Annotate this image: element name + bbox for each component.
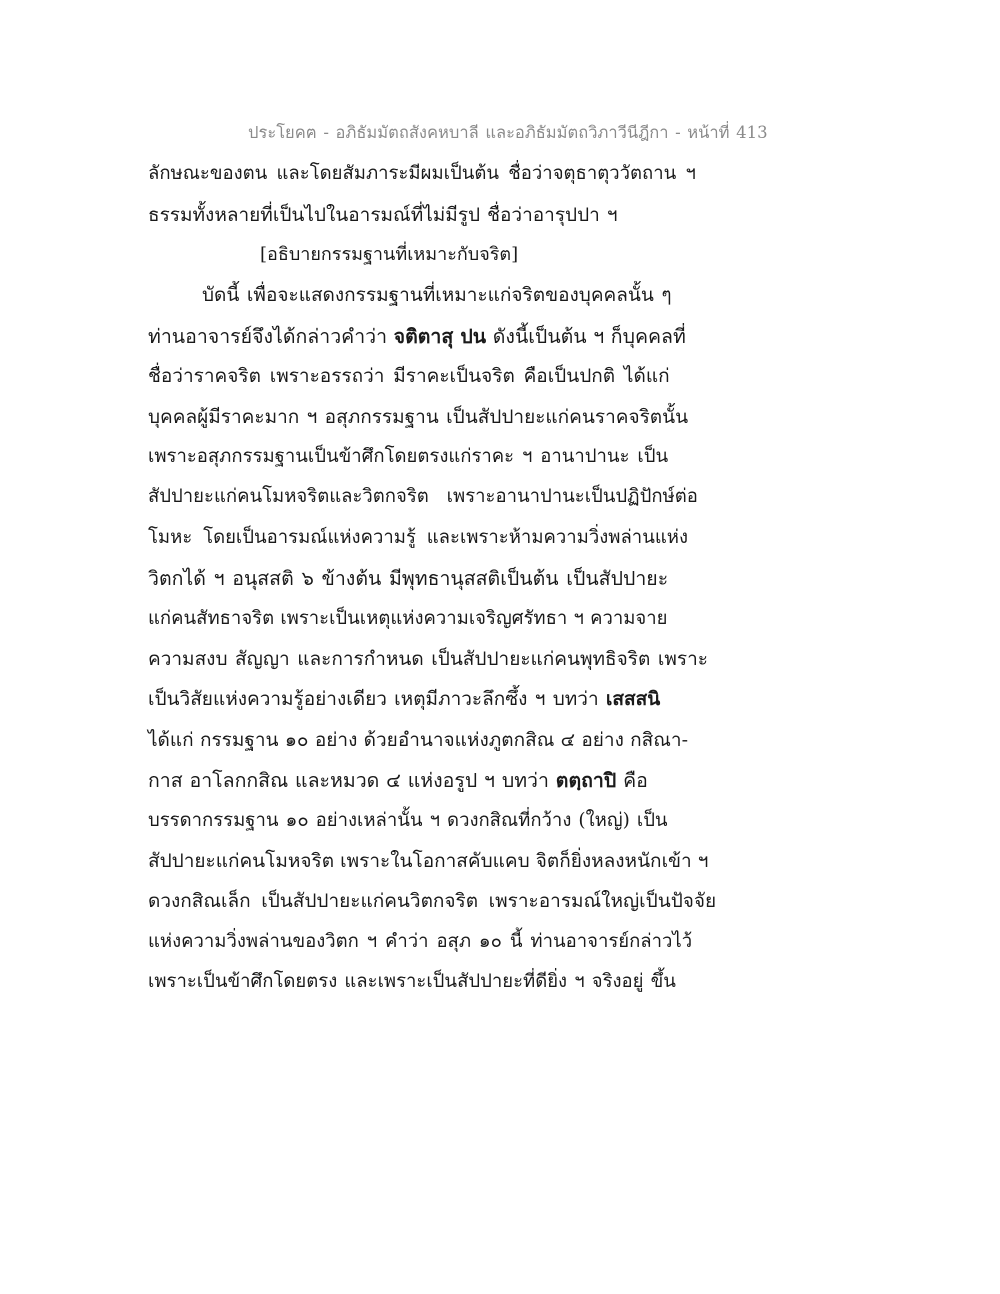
text-line: ชื่อว่าราคจริต เพราะอรรถว่า มีราคะเป็นจริต คือเป็นปกติ ได้แก่ — [148, 365, 670, 387]
text-line: บุคคลผู้มีราคะมาก ฯ อสุภกรรมฐาน เป็นสัปปายะแก่คนราคจริตนั้น — [148, 406, 689, 428]
text-line: โมหะ โดยเป็นอารมณ์แห่งความรู้ และเพราะห้ามความวิ่งพล่านแห่ง — [148, 527, 688, 548]
text-line: ธรรมทั้งหลายที่เป็นไปในอารมณ์ที่ไม่มีรูป ชื่อว่าอารุปปา ฯ — [148, 204, 618, 226]
text-segment: คือ — [616, 769, 648, 792]
text-segment: ดังนี้เป็นต้น ฯ ก็บุคคลที่ — [486, 325, 686, 348]
text-segment: กาส อาโลกกสิณ และหมวด ๔ แห่งอรูป ฯ บทว่า — [148, 769, 556, 792]
text-line: เพราะอสุภกรรมฐานเป็นข้าศึกโดยตรงแก่ราคะ ฯ อานาปานะ เป็น — [148, 446, 669, 467]
text-line: แก่คนสัทธาจริต เพราะเป็นเหตุแห่งความเจริญศรัทธา ฯ ความจาย — [148, 608, 668, 629]
pali-term: จติตาสุ ปน — [393, 325, 487, 348]
text-line: สัปปายะแก่คนโมหจริตและวิตกจริต เพราะอานาปานะเป็นปฏิปักษ์ต่อ — [148, 486, 698, 507]
text-line: ได้แก่ กรรมฐาน ๑๐ อย่าง ด้วยอำนาจแห่งภูตกสิณ ๔ อย่าง กสิณา- — [148, 729, 688, 751]
pali-term: เสสสนิ — [605, 688, 661, 710]
text-line: วิตกได้ ฯ อนุสสติ ๖ ข้างต้น มีพุทธานุสสติเป็นต้น เป็นสัปปายะ — [148, 567, 669, 590]
text-line: แห่งความวิ่งพล่านของวิตก ฯ คำว่า อสุภ ๑๐ นี้ ท่านอาจารย์กล่าวไว้ — [148, 931, 693, 952]
text-line: บรรดากรรมฐาน ๑๐ อย่างเหล่านั้น ฯ ดวงกสิณที่กว้าง (ใหญ่) เป็น — [148, 810, 668, 831]
text-line — [148, 771, 648, 791]
text-segment: ท่านอาจารย์จึงได้กล่าวคำว่า — [148, 325, 394, 348]
text-line — [148, 690, 660, 709]
text-line — [148, 327, 686, 347]
section-heading: [อธิบายกรรมฐานที่เหมาะกับจริต] — [260, 244, 519, 265]
text-line: เพราะเป็นข้าศึกโดยตรง และเพราะเป็นสัปปายะที่ดียิ่ง ฯ จริงอยู่ ขึ้น — [148, 971, 676, 992]
pali-term: ตตฺถาปิ — [555, 769, 617, 792]
text-line: ความสงบ สัญญา และการกำหนด เป็นสัปปายะแก่คนพุทธิจริต เพราะ — [148, 648, 708, 670]
text-line: ดวงกสิณเล็ก เป็นสัปปายะแก่คนวิตกจริต เพราะอารมณ์ใหญ่เป็นปัจจัย — [148, 890, 717, 912]
text-segment: เป็นวิสัยแห่งความรู้อย่างเดียว เหตุมีภาวะลึกซึ้ง ฯ บทว่า — [148, 688, 606, 710]
page-header: ประโยคฅ - อภิธัมมัตถสังคหบาลี และอภิธัมมัตถวิภาวีนีฎีกา - หน้าที่ 413 — [248, 123, 768, 142]
text-line: บัดนี้ เพื่อจะแสดงกรรมฐานที่เหมาะแก่จริตของบุคคลนั้น ๆ — [202, 284, 672, 306]
text-line: ลักษณะของตน และโดยสัมภาระมีผมเป็นต้น ชื่อว่าจตุธาตุววัตถาน ฯ — [148, 163, 696, 184]
text-line: สัปปายะแก่คนโมหจริต เพราะในโอกาสคับแคบ จิตก็ยิ่งหลงหนักเข้า ฯ — [148, 850, 709, 872]
